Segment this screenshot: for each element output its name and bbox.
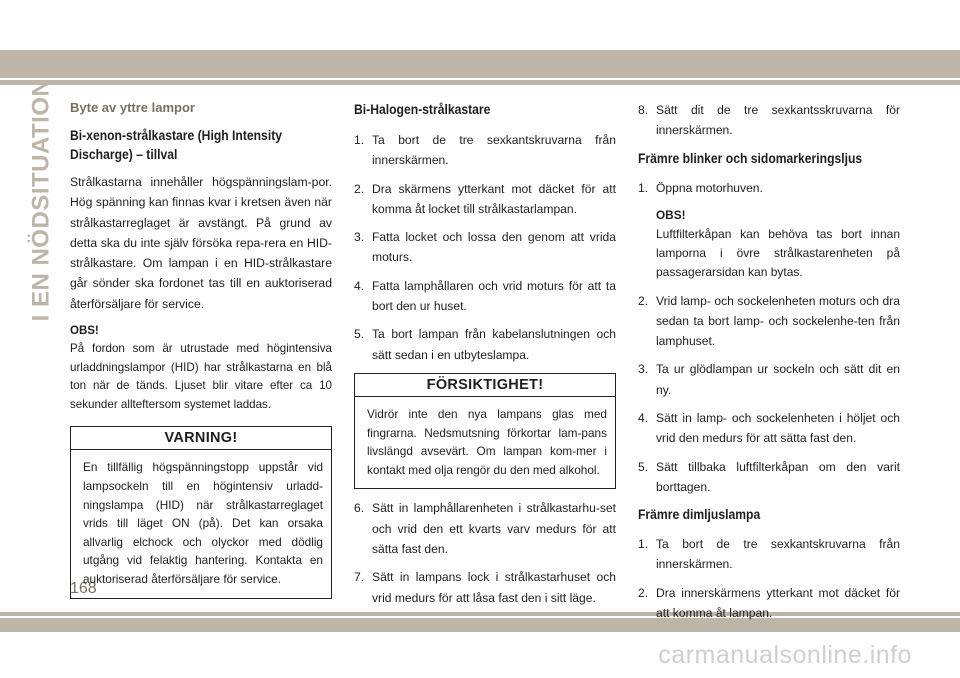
step-number: 5.	[638, 459, 649, 474]
bihalogen-steps-list-continued	[354, 498, 616, 607]
turn-signal-steps-list-continued	[638, 291, 900, 498]
column-1	[70, 100, 332, 599]
warning-text: En tillfällig högspänningstopp uppstår vid lampsockeln till en högintensiv urladd-ningslampa (HID) när strålkastarreglaget vrids till läget ON (på). Det kan orsaka allvarlig elchock och olyckor med dödlig utgång vid felaktig hantering. Kontakta en auktoriserad återförsäljare för service.	[83, 460, 323, 587]
subsection-title-bixenon: Bi-xenon-strålkastare (High Intensity Discharge) – tillval	[70, 128, 283, 162]
side-section-tab	[26, 78, 56, 322]
caution-box	[354, 373, 616, 489]
list-item	[354, 179, 616, 220]
step-text: Ta bort lampan från kabelanslutningen och sätt sedan i en utbyteslampa.	[372, 327, 616, 362]
note-label: OBS!	[70, 325, 99, 338]
note-block	[638, 206, 900, 283]
step-text: Sätt in lamphållarenheten i strålkastarhu-set och vrid den ett kvarts varv medurs för att sätta fast den.	[372, 501, 616, 556]
list-item	[638, 178, 900, 198]
list-item	[638, 457, 900, 498]
list-item	[638, 100, 900, 141]
step-number: 2.	[638, 585, 649, 600]
caution-title: FÖRSIKTIGHET!	[355, 374, 615, 397]
note-text: Luftfilterkåpan kan behöva tas bort innan lamporna i övre strålkastarenheten på passagerarsidan kan bytas.	[656, 226, 900, 280]
list-item	[354, 498, 616, 559]
list-item	[638, 359, 900, 400]
step-text: Ta bort de tre sexkantskruvarna från innerskärmen.	[656, 537, 900, 572]
list-item	[638, 408, 900, 449]
step-text: Dra innerskärmens ytterkant mot däcket för att komma åt lampan.	[656, 585, 900, 621]
column-3	[638, 100, 900, 631]
bihalogen-steps-list	[354, 130, 616, 365]
step-number: 7.	[354, 570, 365, 585]
warning-title: VARNING!	[71, 427, 331, 450]
step-text: Sätt in lamp- och sockelenheten i höljet och vrid den medurs för att sätta fast den.	[656, 410, 900, 446]
step-number: 4.	[638, 410, 649, 425]
step-number: 2.	[354, 181, 365, 196]
subsection-title-bihalogen: Bi-Halogen-strålkastare	[354, 102, 491, 117]
section-title: Byte av yttre lampor	[70, 100, 195, 115]
step-text: Ta ur glödlampan ur sockeln och sätt dit en ny.	[656, 362, 900, 397]
list-item	[354, 130, 616, 171]
subsection-title-turn-signal: Främre blinker och sidomarkeringsljus	[638, 150, 863, 166]
header-rule	[0, 80, 960, 85]
step-text: Öppna motorhuven.	[656, 180, 763, 195]
step-number: 2.	[638, 293, 649, 308]
page-number: 168	[70, 580, 97, 597]
warning-box	[70, 426, 332, 598]
bihalogen-steps-list-end	[638, 100, 900, 141]
top-margin	[0, 0, 960, 50]
step-number: 4.	[354, 278, 365, 293]
step-text: Sätt in lampans lock i strålkastarhuset och vrid medurs för att låsa fast den i sitt läge.	[372, 570, 616, 605]
step-text: Sätt dit de tre sexkantsskruvarna för innerskärmen.	[656, 103, 900, 138]
step-number: 5.	[354, 327, 365, 342]
header-bar	[0, 50, 960, 78]
turn-signal-steps-list	[638, 178, 900, 198]
list-item	[638, 583, 900, 624]
bixenon-paragraph: Strålkastarna innehåller högspänningslam-por. Hög spänning kan finnas kvar i kretsen även när strålkastarreglaget är avstängt. På grund av detta ska du inte själv försöka repa-rera en HID-strålkastare. Om lampan i en HID-strålkastare går sönder ska fordonet tas till en auktoriserad återförsäljare för service.	[70, 175, 332, 311]
subsection-title-fog-lamp: Främre dimljuslampa	[638, 507, 761, 523]
step-text: Fatta locket och lossa den genom att vrida moturs.	[372, 230, 616, 265]
step-text: Ta bort de tre sexkantskruvarna från innerskärmen.	[372, 133, 616, 168]
list-item	[638, 291, 900, 352]
step-number: 1.	[354, 133, 365, 147]
step-number: 6.	[354, 501, 365, 516]
step-number: 1.	[638, 537, 649, 552]
step-text: Vrid lamp- och sockelenheten moturs och dra sedan ta bort lamp- och sockelenhe-ten från lamphuset.	[656, 293, 900, 349]
side-section-tab-label: I EN NÖDSITUATION	[27, 78, 55, 322]
step-number: 8.	[638, 103, 649, 117]
note-text: På fordon som är utrustade med högintensiva urladdningslampor (HID) har strålkastarna en blå ton när de tänds. Ljuset blir vitare efter ca 10 sekunder allteftersom systemet laddas.	[70, 342, 332, 411]
step-text: Fatta lamphållaren och vrid moturs för att ta bort den ur huset.	[372, 278, 616, 314]
list-item	[354, 324, 616, 365]
step-text: Dra skärmens ytterkant mot däcket för att komma åt locket till strålkastarlampan.	[372, 181, 616, 216]
step-number: 1.	[638, 180, 649, 195]
step-text: Sätt tillbaka luftfilterkåpan om den varit borttagen.	[656, 459, 900, 494]
list-item	[354, 227, 616, 268]
watermark-text: carmanualsonline.info	[658, 641, 912, 669]
note-label: OBS!	[656, 207, 686, 222]
list-item	[354, 567, 616, 608]
step-number: 3.	[638, 362, 649, 377]
list-item	[638, 534, 900, 575]
caution-text: Vidrör inte den nya lampans glas med fingrarna. Nedsmutsning förkortar lam-pans livslängd avsevärt. Om lampan kom-mer i kontakt med olja rengör du den med alkohol.	[367, 406, 607, 477]
column-2	[354, 100, 616, 616]
step-number: 3.	[354, 230, 365, 245]
fog-lamp-steps-list	[638, 534, 900, 623]
list-item	[354, 276, 616, 317]
